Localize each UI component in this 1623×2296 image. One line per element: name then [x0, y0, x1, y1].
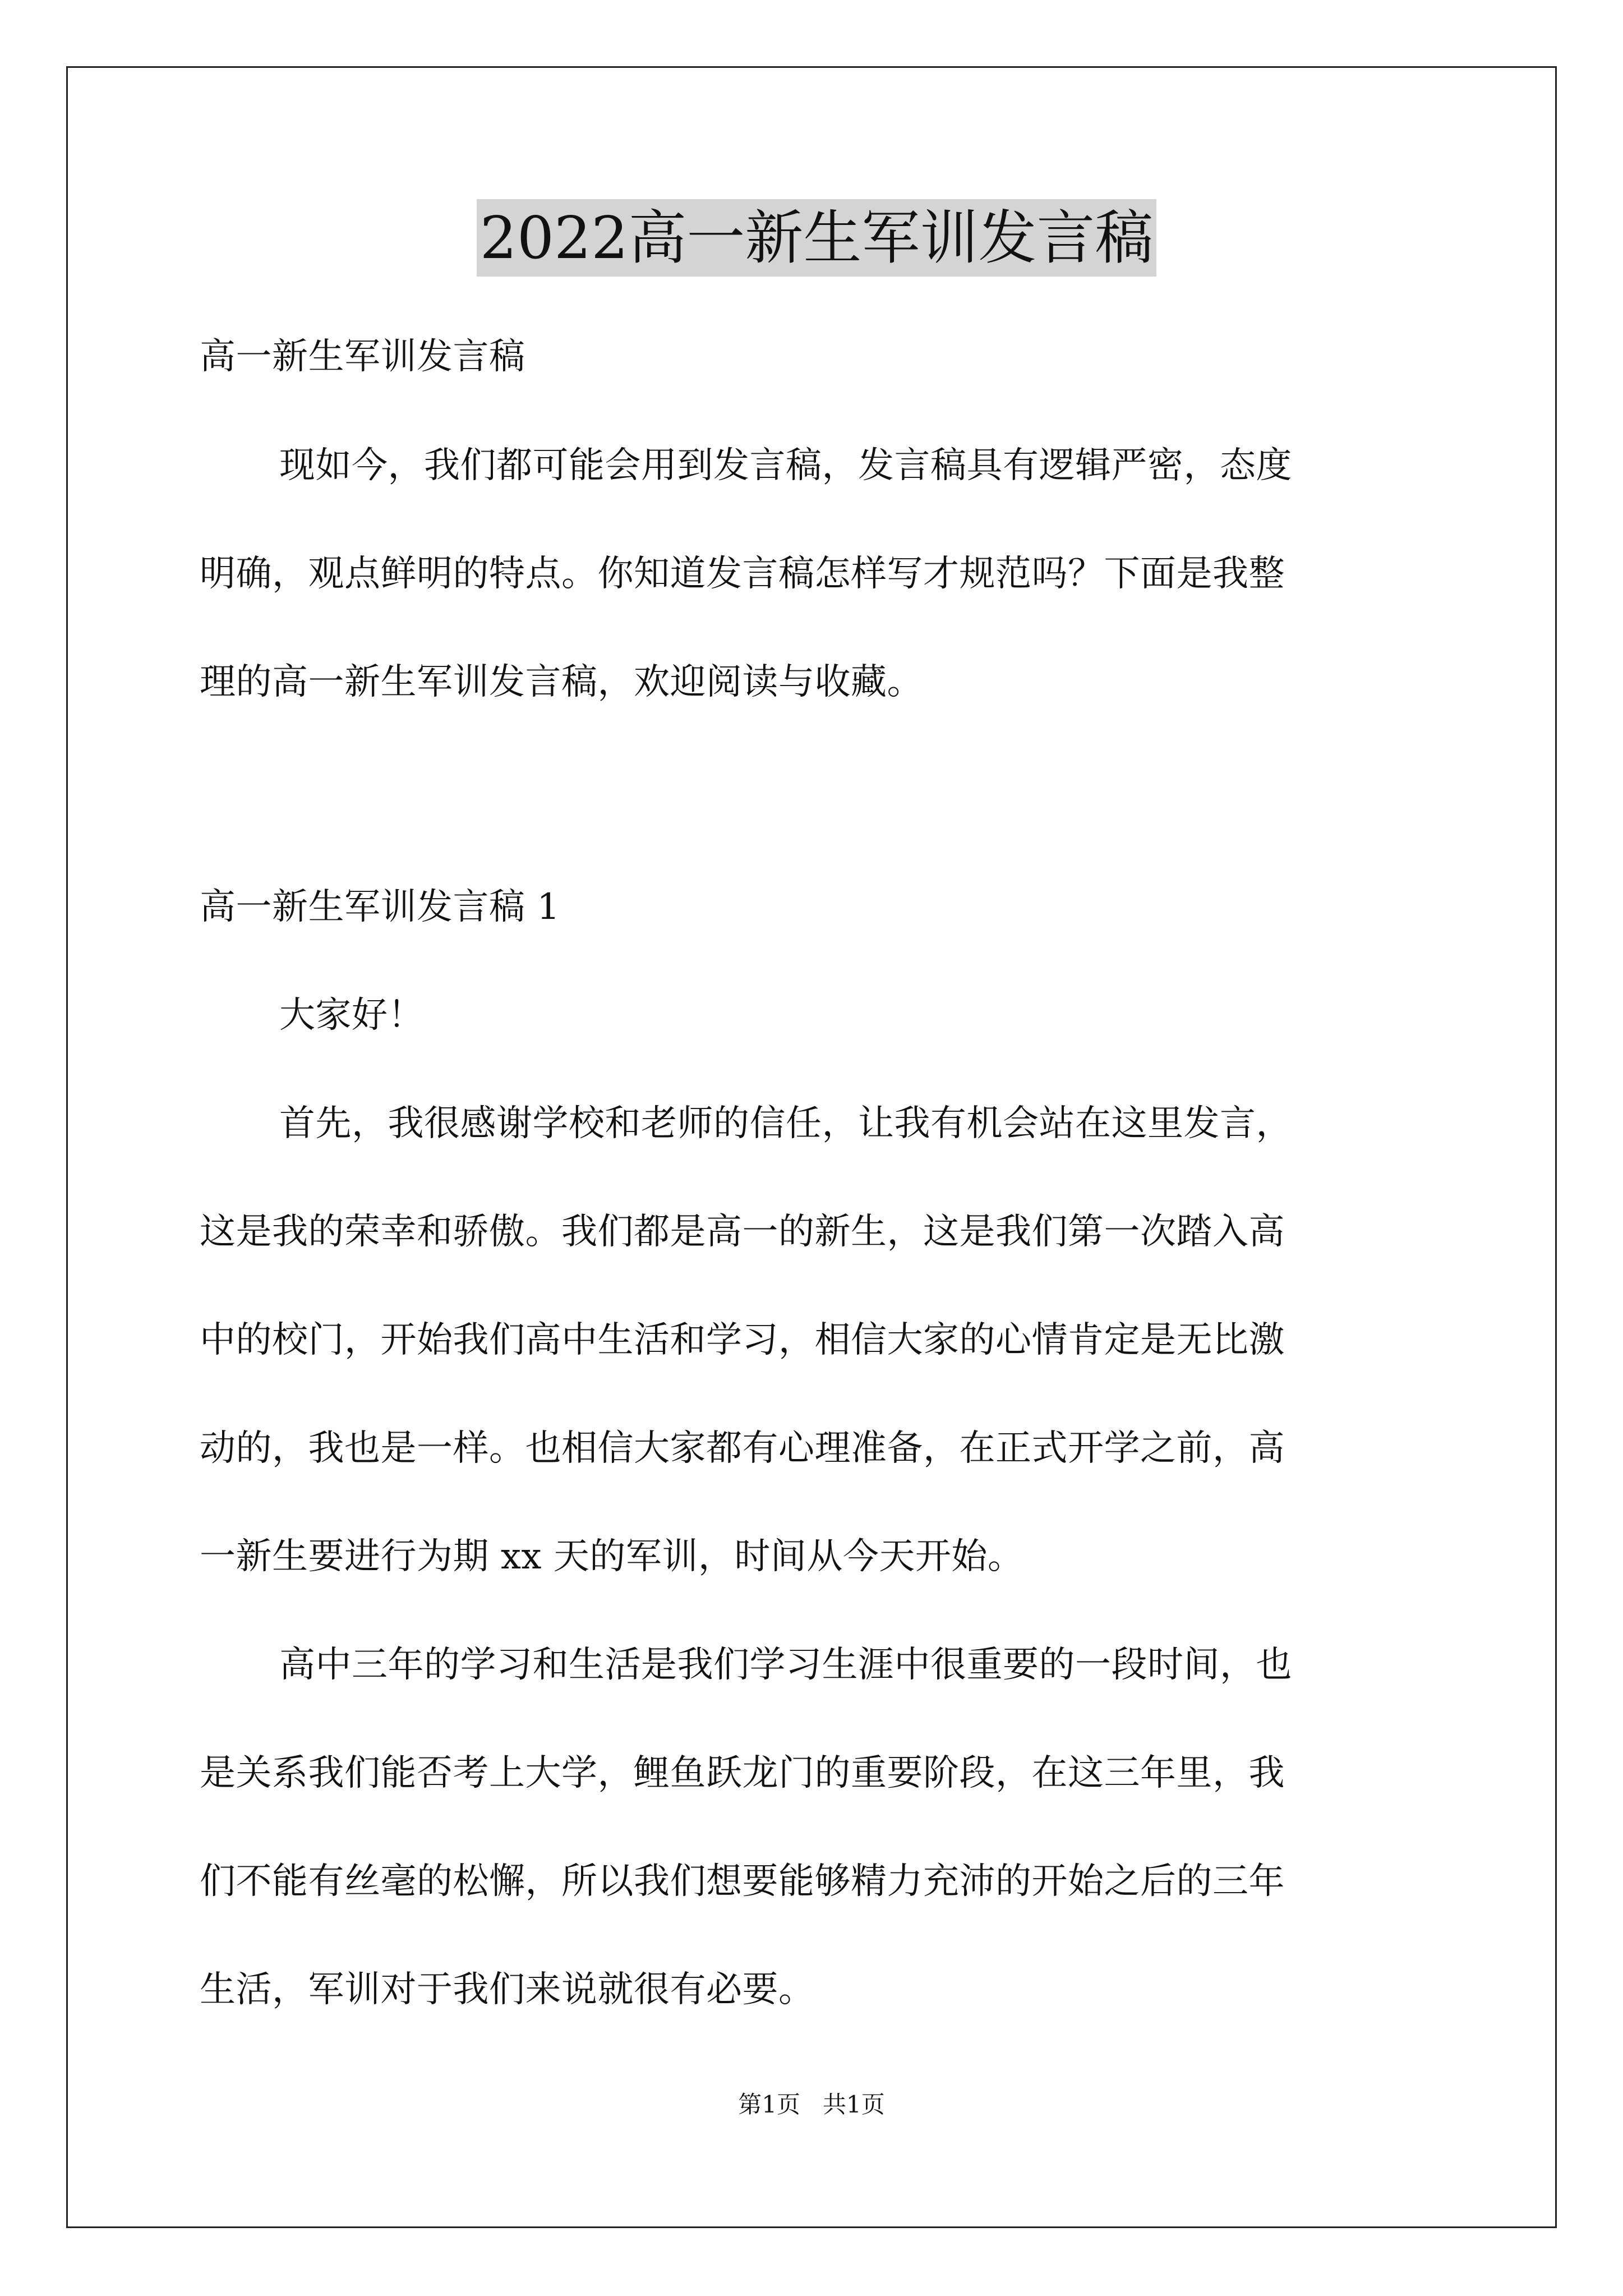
greeting: 大家好！ — [279, 995, 424, 1036]
section-heading: 高一新生军训发言稿 1 — [200, 886, 560, 928]
title-container — [200, 199, 1433, 277]
intro-line: 理的高一新生军训发言稿，欢迎阅读与收藏。 — [200, 661, 923, 703]
document-heading: 高一新生军训发言稿 — [200, 336, 525, 378]
document-title: 2022高一新生军训发言稿 — [477, 199, 1157, 277]
paragraph-line: 是关系我们能否考上大学，鲤鱼跃龙门的重要阶段，在这三年里，我 — [200, 1752, 1285, 1794]
intro-line: 明确，观点鲜明的特点。你知道发言稿怎样写才规范吗？下面是我整 — [200, 553, 1285, 595]
paragraph-line: 首先，我很感谢学校和老师的信任，让我有机会站在这里发言， — [279, 1103, 1292, 1144]
paragraph-line: 一新生要进行为期 xx 天的军训，时间从今天开始。 — [200, 1536, 1024, 1577]
page-number: 第1页 — [738, 2091, 800, 2118]
paragraph-line: 生活，军训对于我们来说就很有必要。 — [200, 1969, 815, 2010]
page-total: 共1页 — [823, 2091, 885, 2118]
page-footer — [0, 2088, 1623, 2122]
paragraph-line: 动的，我也是一样。也相信大家都有心理准备，在正式开学之前，高 — [200, 1428, 1285, 1469]
paragraph-line: 们不能有丝毫的松懈，所以我们想要能够精力充沛的开始之后的三年 — [200, 1861, 1285, 1902]
intro-line: 现如今，我们都可能会用到发言稿，发言稿具有逻辑严密，态度 — [279, 445, 1292, 486]
paragraph-line: 高中三年的学习和生活是我们学习生涯中很重要的一段时间，也 — [279, 1644, 1292, 1686]
paragraph-line: 中的校门，开始我们高中生活和学习，相信大家的心情肯定是无比激 — [200, 1319, 1285, 1361]
paragraph-line: 这是我的荣幸和骄傲。我们都是高一的新生，这是我们第一次踏入高 — [200, 1211, 1285, 1253]
